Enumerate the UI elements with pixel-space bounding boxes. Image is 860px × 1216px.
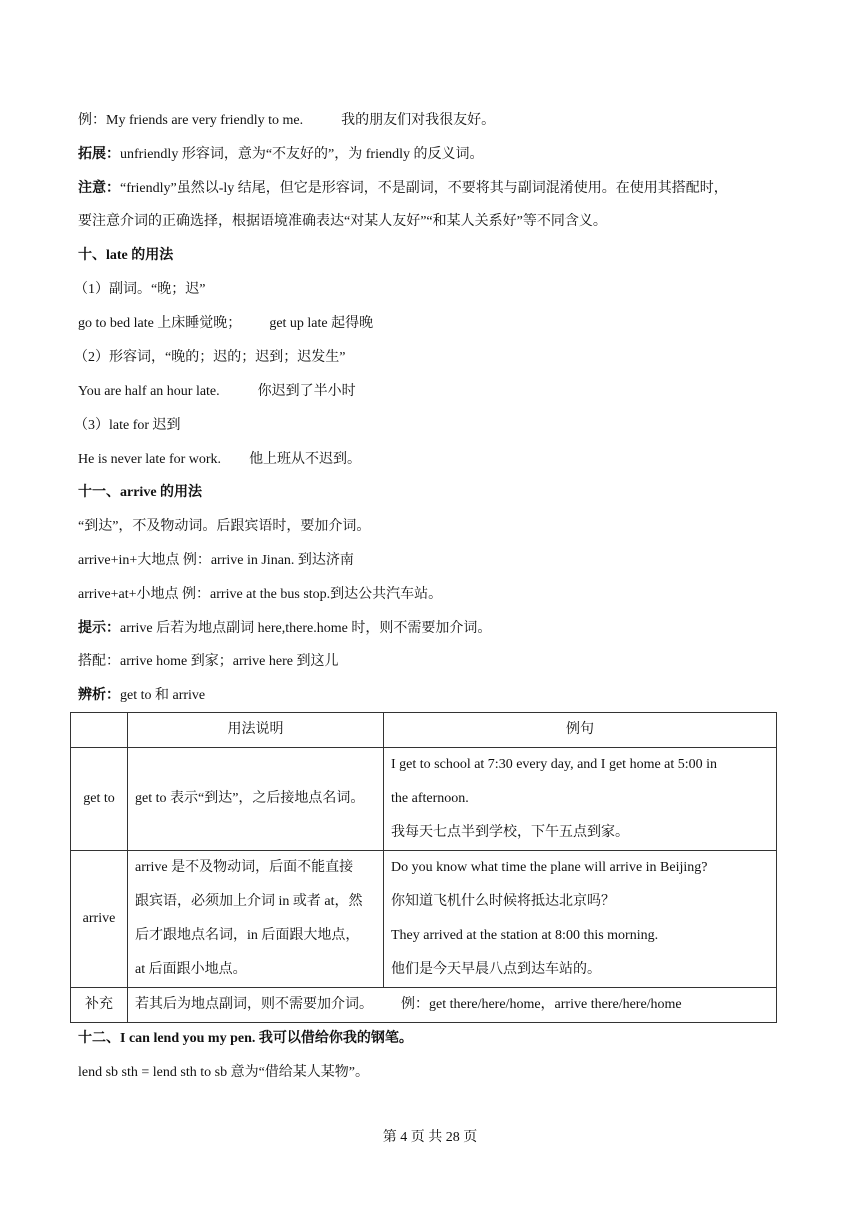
note-line-continued: 要注意介词的正确选择，根据语境准确表达“对某人友好”“和某人关系好”等不同含义。 [78,214,607,229]
section-heading-late: 十、late 的用法 [78,248,174,263]
late-for-usage: （3）late for 迟到 [74,418,181,433]
arrive-in-rule: arrive+in+大地点 例：arrive in Jinan. 到达济南 [78,553,354,568]
comparison-table [70,712,777,1023]
page-footer: 第 4 页 共 28 页 [382,1130,478,1145]
arrive-definition: “到达”，不及物动词。后跟宾语时，要加介词。 [78,519,371,534]
supplement-text: 若其后为地点副词，则不需要加介词。 [135,997,373,1012]
example-line: the afternoon. [391,791,469,806]
table-header-cell [71,713,128,748]
table-row-arrive [71,851,777,988]
supplement-cell [128,988,777,1023]
example-line: I get to school at 7:30 every day, and I get home at 5:00 in [391,757,718,772]
examples-cell [384,851,777,988]
example-line: 他们是今天早晨八点到达车站的。 [391,962,601,977]
table-row-get-to [71,748,777,851]
section-heading-arrive: 十一、arrive 的用法 [78,485,203,500]
example-chinese: 你迟到了半小时 [257,384,356,399]
examples-cell [384,748,777,851]
lend-pattern: lend sb sth = lend sth to sb 意为“借给某人某物”。 [78,1065,369,1080]
usage-line: arrive 是不及物动词，后面不能直接 [135,860,354,875]
usage-line: 跟宾语，必须加上介词 in 或者 at，然 [135,894,363,909]
late-usage-adjective: （2）形容词，“晚的；迟的；迟到；迟发生” [74,350,346,365]
distinction-text: get to 和 arrive [120,688,206,703]
term-cell: arrive [71,851,128,988]
example-english: 例：My friends are very friendly to me. [78,113,304,128]
tip-text: arrive 后若为地点副词 here,there.home 时，则不需要加介词。 [120,621,492,636]
phrase-go-to-bed-late: go to bed late 上床睡觉晚； [78,316,242,331]
extension-text: unfriendly 形容词，意为“不友好的”，为 friendly 的反义词。 [120,147,484,162]
collocation-line: 搭配：arrive home 到家；arrive here 到这儿 [78,654,339,669]
extension-line [78,145,484,165]
extension-label: 拓展： [78,147,120,162]
usage-line: 后才跟地点名词，in 后面跟大地点， [135,928,360,943]
example-line: 你知道飞机什么时候将抵达北京吗？ [391,894,615,909]
term-cell: get to [71,748,128,851]
term-cell: 补充 [71,988,128,1023]
late-usage-adverb: （1）副词。“晚；迟” [74,282,206,297]
note-text: “friendly”虽然以-ly 结尾，但它是形容词，不是副词，不要将其与副词混淆使用。在使用其搭配时， [120,181,728,196]
section-heading-lend: 十二、I can lend you my pen. 我可以借给你我的钢笔。 [78,1031,413,1046]
table-header-row [71,713,777,748]
usage-cell [128,851,384,988]
table-header-examples: 例句 [384,713,777,748]
tip-label: 提示： [78,621,120,636]
usage-cell [128,748,384,851]
example-line: Do you know what time the plane will arrive in Beijing? [391,860,708,875]
arrive-at-rule: arrive+at+小地点 例：arrive at the bus stop.到达公共汽车站。 [78,587,443,602]
usage-line: get to 表示“到达”，之后接地点名词。 [135,791,365,806]
late-adjective-example [78,382,356,402]
note-label: 注意： [78,181,120,196]
supplement-example: 例：get there/here/home，arrive there/here/home [401,997,682,1012]
distinction-line [78,686,205,706]
late-adverb-examples [78,314,373,334]
example-line: 我每天七点半到学校，下午五点到家。 [391,825,629,840]
example-line-friendly [78,111,495,131]
phrase-get-up-late: get up late 起得晚 [269,316,374,331]
example-chinese: 我的朋友们对我很友好。 [341,113,496,128]
example-english: You are half an hour late. [78,384,220,399]
example-line: They arrived at the station at 8:00 this morning. [391,928,659,943]
note-line [78,179,728,199]
distinction-label: 辨析： [78,688,120,703]
table-row-supplement [71,988,777,1023]
tip-line [78,619,491,639]
usage-line: at 后面跟小地点。 [135,962,247,977]
table-header-usage: 用法说明 [128,713,384,748]
example-english: He is never late for work. [78,452,222,467]
late-for-example [78,450,361,470]
example-chinese: 他上班从不迟到。 [249,452,362,467]
